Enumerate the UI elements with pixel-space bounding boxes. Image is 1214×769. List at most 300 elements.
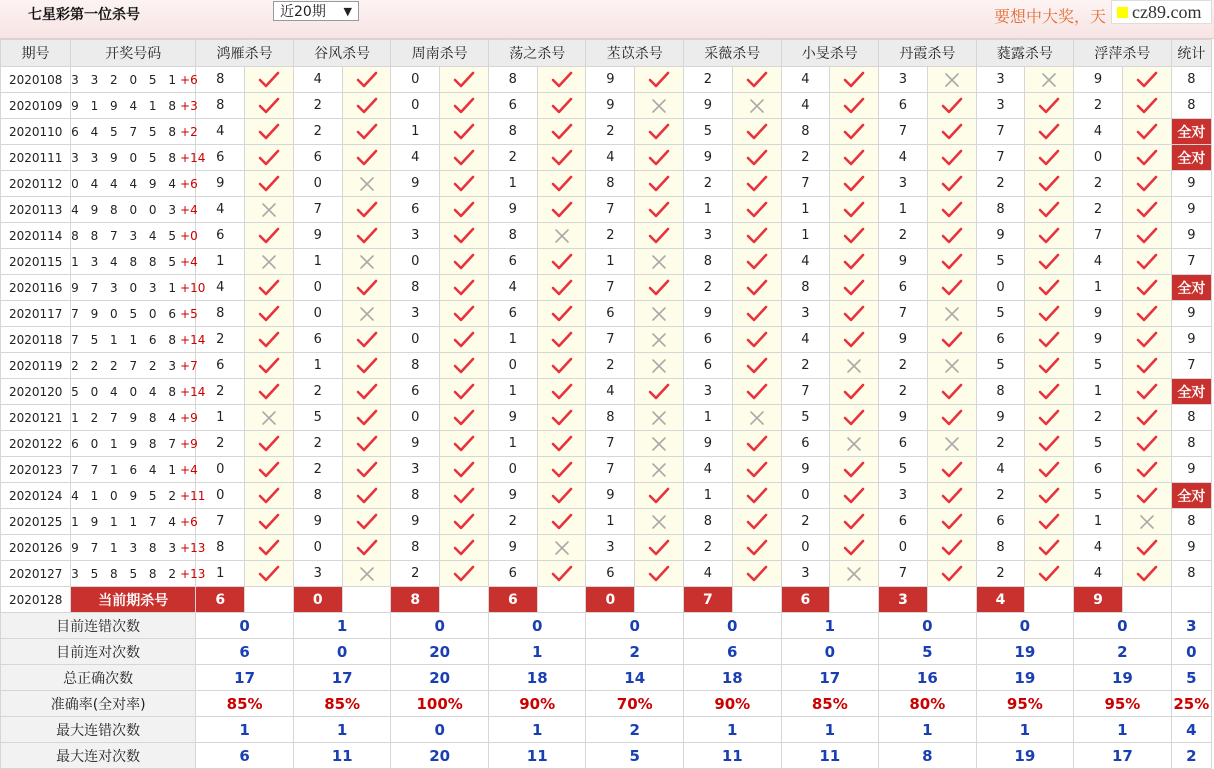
kill-number-cell: 2	[293, 119, 342, 145]
check-icon	[440, 279, 488, 297]
kill-number-cell: 9	[684, 93, 733, 119]
issue-cell: 2020117	[1, 301, 71, 327]
draw-numbers-cell	[71, 379, 206, 405]
mark-cell	[830, 171, 879, 197]
kill-number-cell: 8	[586, 405, 635, 431]
stats-row	[1, 613, 1212, 639]
check-icon	[1123, 71, 1171, 89]
kill-number-cell: 1	[488, 327, 537, 353]
kill-number-cell: 3	[586, 535, 635, 561]
mark-cell	[732, 275, 781, 301]
check-icon	[343, 409, 391, 427]
kill-number-cell: 1	[1074, 275, 1123, 301]
check-icon	[830, 331, 878, 349]
cross-icon	[928, 306, 976, 322]
kill-number-cell: 8	[391, 275, 440, 301]
stat-cell: 8	[1171, 561, 1211, 587]
draw-digits: 0 4 4 4 9 4	[71, 176, 181, 191]
kill-number-cell: 2	[879, 379, 928, 405]
cross-icon	[635, 410, 683, 426]
kill-number-cell: 5	[781, 405, 830, 431]
cross-icon	[1025, 72, 1073, 88]
check-icon	[733, 383, 781, 401]
mark-cell	[635, 223, 684, 249]
mark-cell	[830, 431, 879, 457]
empty-cell	[732, 587, 781, 613]
table-row	[1, 327, 1212, 353]
kill-number-cell: 7	[1074, 223, 1123, 249]
mark-cell	[732, 509, 781, 535]
mark-cell	[830, 535, 879, 561]
kill-number-cell: 1	[586, 509, 635, 535]
check-icon	[1123, 149, 1171, 167]
stats-row	[1, 743, 1212, 769]
kill-number-cell: 6	[196, 223, 245, 249]
check-icon	[538, 149, 586, 167]
cross-icon	[635, 462, 683, 478]
check-icon	[343, 513, 391, 531]
kill-number-cell: 2	[976, 431, 1025, 457]
mark-cell	[537, 197, 586, 223]
check-icon	[733, 71, 781, 89]
mark-cell	[732, 249, 781, 275]
check-icon	[1123, 175, 1171, 193]
kill-number-cell: 9	[586, 483, 635, 509]
mark-cell	[245, 509, 294, 535]
mark-cell	[245, 249, 294, 275]
check-icon	[928, 97, 976, 115]
period-select[interactable]	[273, 1, 359, 21]
check-icon	[343, 435, 391, 453]
check-icon	[830, 279, 878, 297]
kill-number-cell: 2	[1074, 405, 1123, 431]
empty-cell	[927, 587, 976, 613]
kill-number-cell: 1	[488, 171, 537, 197]
mark-cell	[342, 119, 391, 145]
mark-cell	[635, 119, 684, 145]
kill-number-cell: 7	[586, 197, 635, 223]
kill-number-cell: 0	[391, 93, 440, 119]
mark-cell	[1122, 197, 1171, 223]
mark-cell	[830, 405, 879, 431]
draw-digits: 8 8 7 3 4 5	[71, 228, 181, 243]
check-icon	[538, 71, 586, 89]
check-icon	[830, 409, 878, 427]
mark-cell	[1122, 561, 1171, 587]
check-icon	[1025, 331, 1073, 349]
kill-number-cell: 7	[879, 119, 928, 145]
mark-cell	[537, 67, 586, 93]
mark-cell	[1025, 379, 1074, 405]
stats-value: 5	[586, 743, 684, 769]
stats-value: 1	[488, 639, 586, 665]
mark-cell	[1025, 67, 1074, 93]
mark-cell	[1122, 483, 1171, 509]
kill-number-cell: 4	[586, 379, 635, 405]
col-expert[interactable]: 小旻杀号	[781, 40, 879, 67]
check-icon	[928, 149, 976, 167]
check-icon	[343, 357, 391, 375]
stats-value: 0	[196, 613, 294, 639]
check-icon	[733, 123, 781, 141]
kill-number-cell: 0	[488, 353, 537, 379]
check-icon	[928, 201, 976, 219]
kill-number-cell: 0	[976, 275, 1025, 301]
kill-number-cell: 4	[391, 145, 440, 171]
kill-number-cell: 3	[879, 483, 928, 509]
check-icon	[1123, 487, 1171, 505]
draw-digits: 7 9 0 5 0 6	[71, 306, 181, 321]
draw-numbers-cell	[71, 171, 196, 197]
kill-number-cell: 7	[879, 561, 928, 587]
check-icon	[538, 97, 586, 115]
mark-cell	[732, 301, 781, 327]
mark-cell	[830, 379, 879, 405]
check-icon	[1025, 539, 1073, 557]
mark-cell	[245, 145, 294, 171]
mark-cell	[537, 275, 586, 301]
check-icon	[928, 461, 976, 479]
check-icon	[343, 331, 391, 349]
mark-cell	[927, 431, 976, 457]
kill-number-cell: 9	[1074, 67, 1123, 93]
check-icon	[538, 435, 586, 453]
mark-cell	[537, 561, 586, 587]
mark-cell	[342, 379, 391, 405]
check-icon	[830, 71, 878, 89]
mark-cell	[440, 561, 489, 587]
mark-cell	[732, 119, 781, 145]
stats-label: 最大连对次数	[1, 743, 196, 769]
check-icon	[733, 435, 781, 453]
stats-value: 19	[976, 639, 1074, 665]
kill-number-cell: 2	[684, 171, 733, 197]
check-icon	[1123, 253, 1171, 271]
stats-value: 19	[976, 743, 1074, 769]
kill-number-cell: 7	[976, 145, 1025, 171]
kill-number-cell: 0	[196, 457, 245, 483]
check-icon	[538, 331, 586, 349]
mark-cell	[440, 535, 489, 561]
mark-cell	[635, 457, 684, 483]
check-icon	[1025, 123, 1073, 141]
mark-cell	[1122, 327, 1171, 353]
stats-value: 2	[1074, 639, 1172, 665]
stats-value: 95%	[976, 691, 1074, 717]
check-icon	[830, 175, 878, 193]
draw-digits: 6 0 1 9 8 7	[71, 436, 181, 451]
mark-cell	[635, 197, 684, 223]
table-row	[1, 353, 1212, 379]
col-expert[interactable]: 丹霞杀号	[879, 40, 977, 67]
col-expert[interactable]: 浮萍杀号	[1074, 40, 1172, 67]
kill-number-cell: 3	[976, 93, 1025, 119]
mark-cell	[1025, 275, 1074, 301]
mark-cell	[1122, 431, 1171, 457]
mark-cell	[927, 197, 976, 223]
kill-number-cell: 4	[1074, 119, 1123, 145]
stats-total: 4	[1171, 717, 1211, 743]
kill-number-cell: 4	[1074, 561, 1123, 587]
check-icon	[733, 175, 781, 193]
kill-number-cell: 0	[196, 483, 245, 509]
kill-number-cell: 4	[684, 457, 733, 483]
col-expert[interactable]: 采薇杀号	[684, 40, 782, 67]
stats-total: 25%	[1171, 691, 1211, 717]
mark-cell	[635, 561, 684, 587]
stats-value: 1	[684, 717, 782, 743]
draw-digits: 5 0 4 0 4 8	[71, 384, 181, 399]
check-icon	[245, 487, 293, 505]
check-icon	[1025, 513, 1073, 531]
cross-icon	[635, 514, 683, 530]
mark-cell	[927, 327, 976, 353]
draw-numbers-cell	[71, 327, 206, 353]
mark-cell	[1122, 535, 1171, 561]
check-icon	[1025, 565, 1073, 583]
kill-number-cell: 1	[684, 197, 733, 223]
mark-cell	[1025, 145, 1074, 171]
mark-cell	[537, 145, 586, 171]
check-icon	[1123, 279, 1171, 297]
stats-row	[1, 639, 1212, 665]
kill-number-cell: 5	[1074, 431, 1123, 457]
chevron-down-icon: ▼	[343, 5, 352, 18]
mark-cell	[342, 327, 391, 353]
mark-cell	[830, 119, 879, 145]
kill-number-cell: 2	[781, 353, 830, 379]
draw-numbers-cell	[71, 197, 196, 223]
kill-number-cell: 6	[976, 509, 1025, 535]
check-icon	[245, 175, 293, 193]
site-logo[interactable]	[1111, 0, 1212, 24]
check-icon	[1025, 357, 1073, 375]
mark-cell	[342, 275, 391, 301]
mark-cell	[342, 353, 391, 379]
check-icon	[1025, 383, 1073, 401]
stats-value: 80%	[879, 691, 977, 717]
draw-sum: +3	[180, 98, 198, 113]
stats-value: 0	[976, 613, 1074, 639]
check-icon	[1123, 461, 1171, 479]
kill-number-cell: 0	[293, 171, 342, 197]
col-numbers: 开奖号码	[71, 40, 196, 67]
mark-cell	[537, 431, 586, 457]
cross-icon	[343, 176, 391, 192]
issue-cell: 2020122	[1, 431, 71, 457]
col-expert[interactable]: 蕤露杀号	[976, 40, 1074, 67]
kill-number-cell: 6	[781, 431, 830, 457]
mark-cell	[635, 301, 684, 327]
cross-icon	[245, 202, 293, 218]
check-icon	[1025, 227, 1073, 245]
stats-value: 0	[391, 717, 489, 743]
draw-sum: +5	[180, 306, 198, 321]
current-kill-number: 6	[488, 587, 537, 613]
kill-number-cell: 9	[488, 535, 537, 561]
stat-cell: 9	[1171, 535, 1211, 561]
kill-number-cell: 6	[1074, 457, 1123, 483]
stats-label: 目前连错次数	[1, 613, 196, 639]
kill-number-cell: 4	[1074, 535, 1123, 561]
kill-number-cell: 7	[196, 509, 245, 535]
check-icon	[733, 279, 781, 297]
kill-number-cell: 9	[391, 509, 440, 535]
kill-number-cell: 0	[879, 535, 928, 561]
mark-cell	[927, 301, 976, 327]
check-icon	[733, 539, 781, 557]
kill-number-cell: 1	[1074, 379, 1123, 405]
issue-cell: 2020119	[1, 353, 71, 379]
kill-number-cell: 1	[781, 223, 830, 249]
check-icon	[635, 539, 683, 557]
kill-number-table	[0, 39, 1212, 769]
mark-cell	[927, 457, 976, 483]
empty-cell	[1122, 587, 1171, 613]
draw-numbers-cell	[71, 145, 206, 171]
check-icon	[830, 487, 878, 505]
issue-cell: 2020112	[1, 171, 71, 197]
kill-number-cell: 2	[684, 275, 733, 301]
kill-number-cell: 9	[293, 509, 342, 535]
check-icon	[1123, 409, 1171, 427]
col-expert[interactable]: 周南杀号	[391, 40, 489, 67]
check-icon	[538, 279, 586, 297]
draw-sum: +4	[180, 254, 198, 269]
mark-cell	[635, 249, 684, 275]
mark-cell	[1025, 197, 1074, 223]
stats-value: 1	[488, 717, 586, 743]
mark-cell	[830, 353, 879, 379]
col-expert[interactable]: 谷风杀号	[293, 40, 391, 67]
stats-value: 0	[879, 613, 977, 639]
table-row	[1, 119, 1212, 145]
mark-cell	[635, 509, 684, 535]
kill-number-cell: 9	[684, 301, 733, 327]
check-icon	[440, 331, 488, 349]
kill-number-cell: 2	[293, 379, 342, 405]
check-icon	[1123, 227, 1171, 245]
check-icon	[1123, 435, 1171, 453]
kill-number-cell: 3	[293, 561, 342, 587]
mark-cell	[1122, 379, 1171, 405]
mark-cell	[537, 509, 586, 535]
mark-cell	[732, 379, 781, 405]
draw-digits: 9 7 1 3 8 3	[71, 540, 181, 555]
draw-digits: 6 4 5 7 5 8	[71, 124, 181, 139]
check-icon	[1123, 305, 1171, 323]
col-expert[interactable]: 荡之杀号	[488, 40, 586, 67]
table-row	[1, 379, 1212, 405]
check-icon	[928, 123, 976, 141]
kill-number-cell: 9	[488, 197, 537, 223]
check-icon	[1123, 383, 1171, 401]
check-icon	[538, 487, 586, 505]
mark-cell	[245, 275, 294, 301]
kill-number-cell: 7	[586, 327, 635, 353]
kill-number-cell: 9	[879, 405, 928, 431]
issue-cell: 2020121	[1, 405, 71, 431]
kill-number-cell: 6	[293, 327, 342, 353]
col-stat: 统计	[1171, 40, 1211, 67]
kill-number-cell: 4	[879, 145, 928, 171]
draw-sum: +6	[180, 514, 198, 529]
table-row	[1, 405, 1212, 431]
kill-number-cell: 0	[391, 405, 440, 431]
mark-cell	[342, 67, 391, 93]
mark-cell	[1122, 457, 1171, 483]
kill-number-cell: 4	[976, 457, 1025, 483]
kill-number-cell: 0	[391, 67, 440, 93]
kill-number-cell: 3	[781, 301, 830, 327]
mark-cell	[537, 223, 586, 249]
check-icon	[245, 435, 293, 453]
mark-cell	[635, 379, 684, 405]
kill-number-cell: 2	[488, 509, 537, 535]
mark-cell	[440, 171, 489, 197]
stats-label: 最大连错次数	[1, 717, 196, 743]
mark-cell	[927, 145, 976, 171]
check-icon	[440, 461, 488, 479]
kill-number-cell: 3	[976, 67, 1025, 93]
stat-cell: 全对	[1171, 119, 1211, 145]
stats-value: 0	[391, 613, 489, 639]
kill-number-cell: 0	[1074, 145, 1123, 171]
stats-total: 3	[1171, 613, 1211, 639]
stats-value: 1	[879, 717, 977, 743]
check-icon	[830, 201, 878, 219]
mark-cell	[830, 561, 879, 587]
current-kill-label: 当前期杀号	[71, 587, 196, 613]
kill-number-cell: 7	[586, 275, 635, 301]
kill-number-cell: 9	[684, 431, 733, 457]
kill-number-cell: 6	[488, 301, 537, 327]
col-expert[interactable]: 苤苡杀号	[586, 40, 684, 67]
check-icon	[1025, 253, 1073, 271]
kill-number-cell: 2	[196, 327, 245, 353]
mark-cell	[342, 93, 391, 119]
cross-icon	[830, 436, 878, 452]
check-icon	[733, 513, 781, 531]
col-issue: 期号	[1, 40, 71, 67]
mark-cell	[635, 171, 684, 197]
mark-cell	[342, 483, 391, 509]
draw-digits: 9 7 3 0 3 1	[71, 280, 181, 295]
kill-number-cell: 7	[293, 197, 342, 223]
col-expert[interactable]: 鸿雁杀号	[196, 40, 294, 67]
kill-number-cell: 2	[586, 119, 635, 145]
kill-number-cell: 4	[684, 561, 733, 587]
stats-row	[1, 691, 1212, 717]
stats-value: 0	[1074, 613, 1172, 639]
kill-number-cell: 8	[586, 171, 635, 197]
kill-number-cell: 2	[586, 353, 635, 379]
mark-cell	[537, 171, 586, 197]
stat-cell: 9	[1171, 223, 1211, 249]
kill-number-cell: 9	[196, 171, 245, 197]
draw-sum: +4	[180, 202, 198, 217]
kill-number-cell: 1	[196, 405, 245, 431]
kill-number-cell: 4	[1074, 249, 1123, 275]
mark-cell	[635, 275, 684, 301]
draw-sum: +13	[180, 540, 206, 555]
mark-cell	[245, 379, 294, 405]
check-icon	[733, 201, 781, 219]
check-icon	[440, 409, 488, 427]
check-icon	[928, 253, 976, 271]
current-kill-number: 7	[684, 587, 733, 613]
mark-cell	[342, 509, 391, 535]
